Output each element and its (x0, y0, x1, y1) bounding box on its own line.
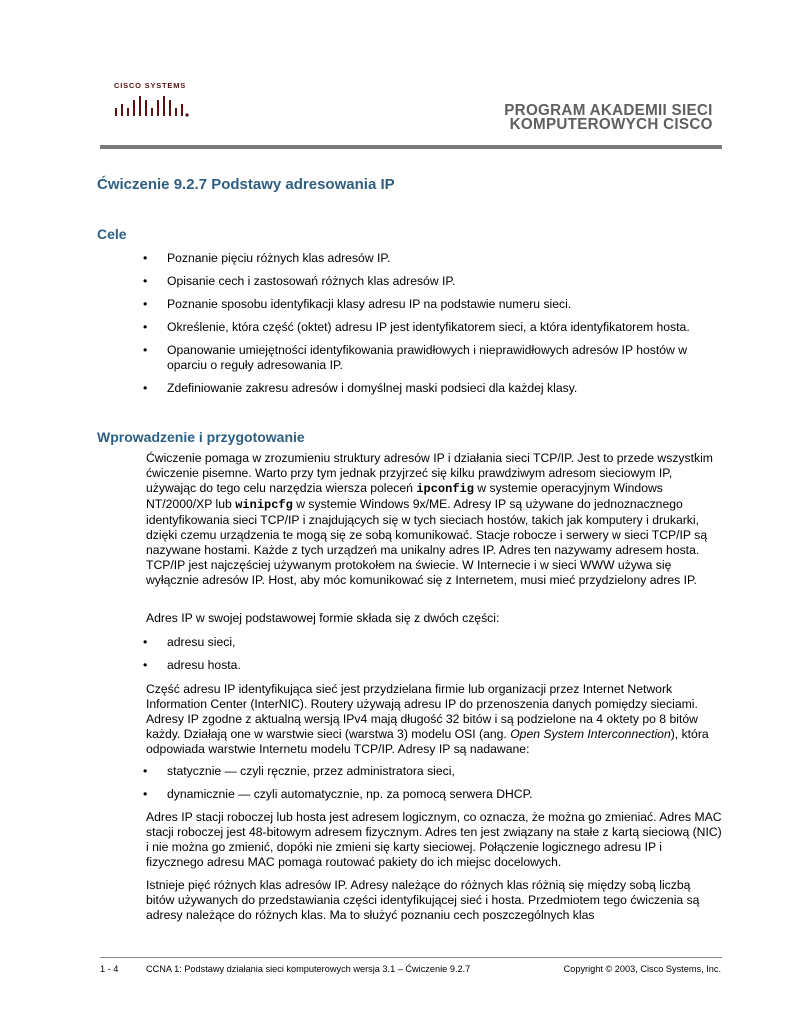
list-item: • Określenie, która część (oktet) adresu IP jest identyfikatorem sieci, a która identyfikatorem hosta. (143, 320, 721, 335)
text-run: w systemie Windows 9x/ME. Adresy IP są używane do jednoznacznego identyfikowania sieci TCP/IP i znajdujących się w tych sieciach hostów, takich jak komputery i drukarki, dzięki czemu urządzenia te mogą się ze sobą komunikować. Stacje robocze i serwery w sieci TCP/IP są nazywane hostami. Każde z tych urządzeń ma unikalny adres IP. Adres ten nazywamy adresem hosta. TCP/IP jest najczęściej używanym protokołem na świecie. W Internecie i w sieci WWW używa się wyłącznie adresów IP. Host, aby móc komunikować się z Internetem, musi mieć przydzielony adres IP. (146, 497, 708, 587)
header-line-2: KOMPUTEROWYCH CISCO (509, 116, 713, 133)
footer-page-number: 1 - 4 (100, 964, 119, 974)
list-item: • dynamicznie — czyli automatycznie, np. za pomocą serwera DHCP. (143, 787, 721, 802)
list-item: • Opanowanie umiejętności identyfikowania prawidłowych i nieprawidłowych adresów IP hostów w oparciu o reguły adresowania IP. (143, 343, 721, 373)
text-run: w systemie operacyjnym Windows NT/2000/XP lub (146, 481, 663, 511)
intro-paragraph-2: Adres IP w swojej podstawowej formie składa się z dwóch części: (146, 611, 500, 625)
list-item: • adresu hosta. (143, 658, 721, 673)
text-run: Część adresu IP identyfikująca sieć jest przydzielana firmie lub organizacji przez Internet Network Information Center (InterNIC). Routery używają adresu IP do przenoszenia danych pomiędzy sieciami. Adresy IP zgodne z aktualną wersją IPv4 mają długość 32 bitów i są podzielone na 4 oktety po 8 bitów każdy. Działają one w warstwie sieci (warstwa 3) modelu OSI (ang. (146, 682, 698, 741)
intro-paragraph-5: Istnieje pięć różnych klas adresów IP. Adresy należące do różnych klas różnią się między sobą liczbą bitów używanych do przedstawiania części identyfikującej sieć i hosta. Przedmiotem tego ćwiczenia są adresy należące do różnych klas. Ma to służyć poznaniu cech poszczególnych klas (146, 878, 700, 922)
logo-text: CISCO SYSTEMS (114, 81, 187, 90)
list-item: • Poznanie sposobu identyfikacji klasy adresu IP na podstawie numeru sieci. (143, 297, 721, 312)
goals-heading: Cele (97, 226, 127, 242)
page-title: Ćwiczenie 9.2.7 Podstawy adresowania IP (97, 176, 395, 193)
command-ipconfig: ipconfig (416, 482, 474, 496)
text-italic: Open System Interconnection (510, 727, 671, 741)
list-item: • Poznanie pięciu różnych klas adresów IP. (143, 251, 721, 266)
address-parts-list (143, 635, 721, 681)
cisco-logo (114, 81, 190, 125)
goals-list (143, 251, 721, 404)
list-item: • statycznie — czyli ręcznie, przez administratora sieci, (143, 764, 721, 779)
footer-copyright: Copyright © 2003, Cisco Systems, Inc. (563, 964, 721, 974)
command-winipcfg: winipcfg (235, 498, 293, 512)
intro-paragraph-3 (146, 682, 722, 757)
text-run: Ćwiczenie pomaga w zrozumieniu struktury adresów IP i działania sieci TCP/IP. Jest to przede wszystkim ćwiczenie pisemne. Warto przy tym jednak przyjrzeć się kilku prawdziwym adresom sieciowym IP, używając do tego celu narzędzia wiersza poleceń (146, 451, 713, 495)
intro-paragraph-4: Adres IP stacji roboczej lub hosta jest adresem logicznym, co oznacza, że można go zmieniać. Adres MAC stacji roboczej jest 48-bitowym adresem fizycznym. Adres ten jest związany na stałe z kartą sieciową (NIC) i nie można go zmienić, dopóki nie zmieni się karty sieciowej. Połączenie logicznego adresu IP i fizycznego adresu MAC pomaga routować pakiety do ich miejsc docelowych. (146, 810, 722, 869)
list-item: • adresu sieci, (143, 635, 721, 650)
intro-heading: Wprowadzenie i przygotowanie (97, 429, 305, 445)
text-run: ), która odpowiada warstwie Internetu modelu TCP/IP. Adresy IP są nadawane: (146, 727, 709, 756)
header-line-1: PROGRAM AKADEMII SIECI (504, 102, 713, 119)
footer-course: CCNA 1: Podstawy działania sieci komputerowych wersja 3.1 – Ćwiczenie 9.2.7 (146, 964, 471, 974)
program-header (505, 104, 713, 132)
assignment-list (143, 764, 721, 810)
footer-divider (100, 957, 722, 958)
header-divider (100, 145, 722, 149)
cisco-bridge-icon (114, 92, 190, 122)
intro-paragraph-1 (146, 451, 722, 588)
list-item: • Opisanie cech i zastosowań różnych klas adresów IP. (143, 274, 721, 289)
list-item: • Zdefiniowanie zakresu adresów i domyślnej maski podsieci dla każdej klasy. (143, 381, 721, 396)
